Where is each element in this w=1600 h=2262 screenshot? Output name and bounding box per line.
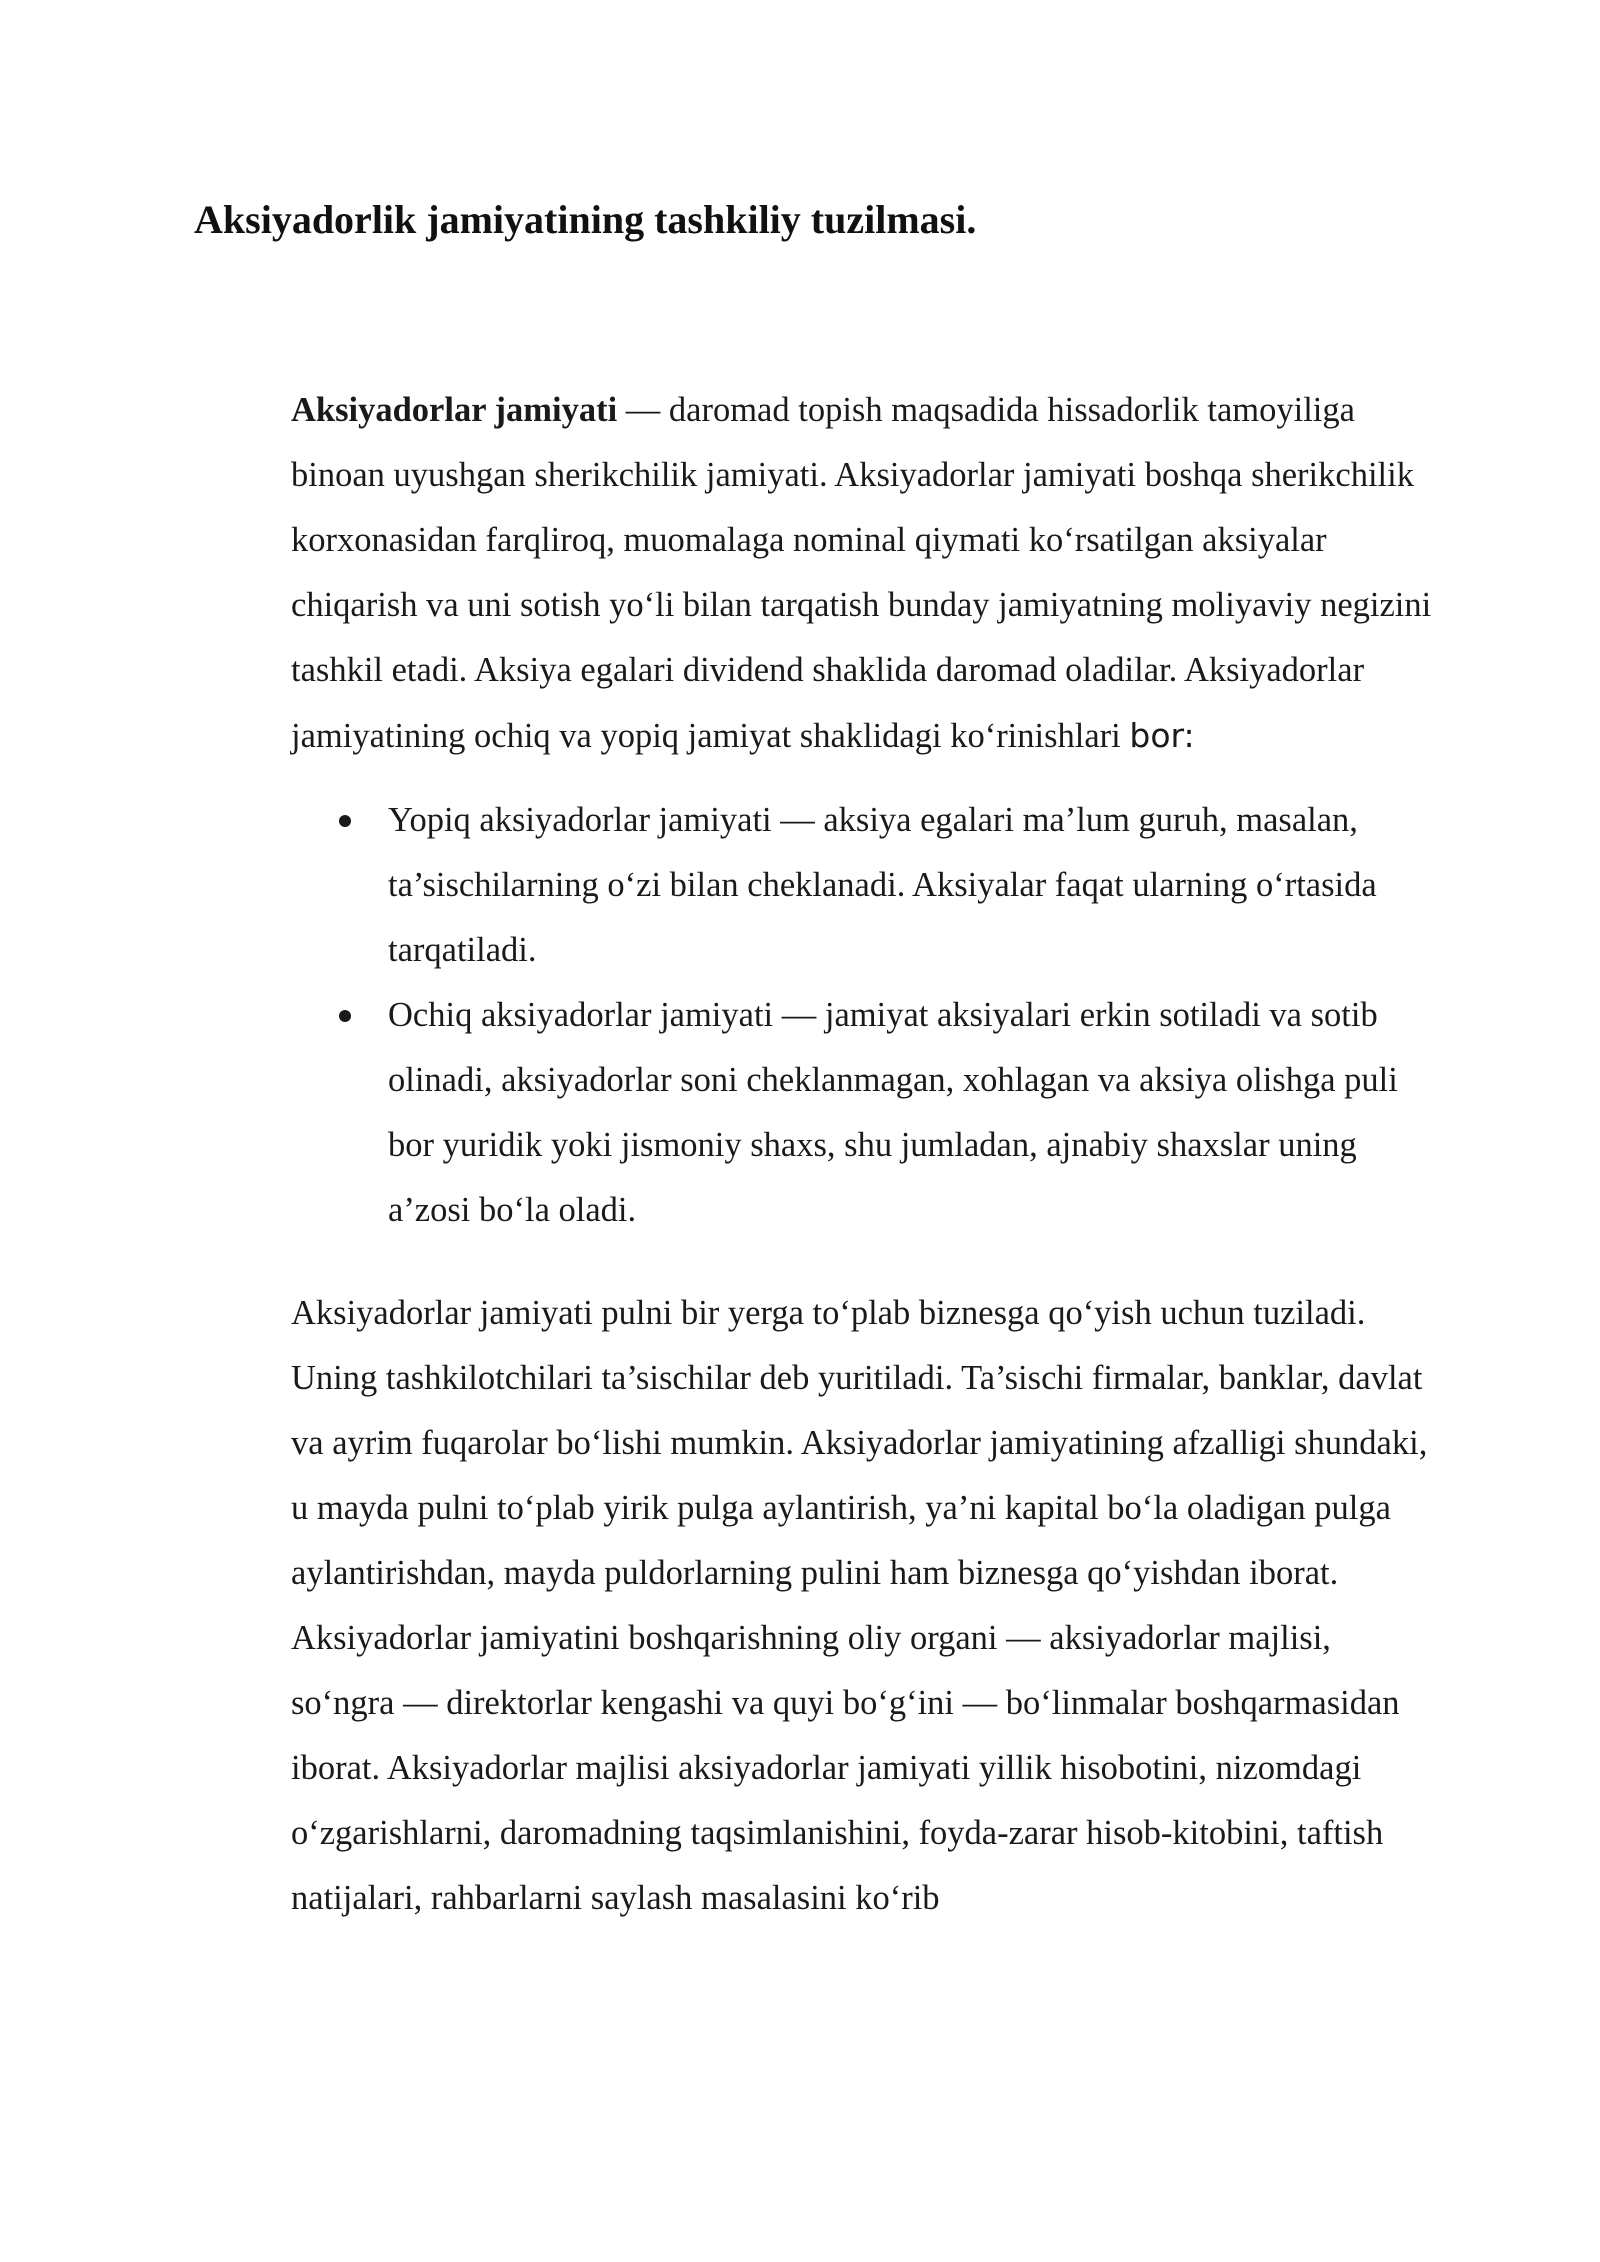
list-item-text: Ochiq aksiyadorlar jamiyati — jamiyat aksiyalari erkin sotiladi va sotib olinadi, aksiyadorlar soni cheklanmagan, xohlagan va aksiya olishga puli bor yuridik yoki jismoniy shaxs, shu jumladan, ajnabiy shaxslar uning a’zosi bo‘la oladi. [388,996,1398,1229]
bullet-icon [339,815,351,827]
intro-term: Aksiyadorlar jamiyati [291,391,618,429]
joint-stock-types-list [291,788,1441,1243]
list-item [291,983,1441,1243]
list-item-text: Yopiq aksiyadorlar jamiyati — aksiya egalari ma’lum guruh, masalan, ta’sischilarning o‘zi bilan cheklanadi. Aksiyalar faqat ularning o‘rtasida tarqatiladi. [388,801,1377,969]
bullet-icon [339,1010,351,1022]
list-item [291,788,1441,983]
intro-tail: bor: [1129,716,1195,755]
intro-paragraph [291,378,1441,769]
document-body [291,378,1441,1931]
intro-text: — daromad topish maqsadida hissadorlik tamoyiliga binoan uyushgan sherikchilik jamiyati. Aksiyadorlar jamiyati boshqa sherikchilik korxonasidan farqliroq, muomalaga nominal qiymati ko‘rsatilgan aksiyalar chiqarish va uni sotish yo‘li bilan tarqatish bunday jamiyatning moliyaviy negizini tashkil etadi. Aksiya egalari dividend shaklida daromad oladilar. Aksiyadorlar jamiyatining ochiq va yopiq jamiyat shaklidagi ko‘rinishlari [291,391,1432,755]
document-title: Aksiyadorlik jamiyatining tashkiliy tuzilmasi. [194,197,977,242]
body-paragraph: Aksiyadorlar jamiyati pulni bir yerga to‘plab biznesga qo‘yish uchun tuziladi. Uning tashkilotchilari ta’sischilar deb yuritiladi. Ta’sischi firmalar, banklar, davlat va ayrim fuqarolar bo‘lishi mumkin. Aksiyadorlar jamiyatining afzalligi shundaki, u mayda pulni to‘plab yirik pulga aylantirish, ya’ni kapital bo‘la oladigan pulga aylantirishdan, mayda puldorlarning pulini ham biznesga qo‘yishdan iborat. Aksiyadorlar jamiyatini boshqarishning oliy organi — aksiyadorlar majlisi, so‘ngra — direktorlar kengashi va quyi bo‘g‘ini — bo‘linmalar boshqarmasidan iborat. Aksiyadorlar majlisi aksiyadorlar jamiyati yillik hisobotini, nizomdagi o‘zgarishlarni, daromadning taqsimlanishini, foyda-zarar hisob-kitobini, taftish natijalari, rahbarlarni saylash masalasini ko‘rib [291,1294,1428,1917]
